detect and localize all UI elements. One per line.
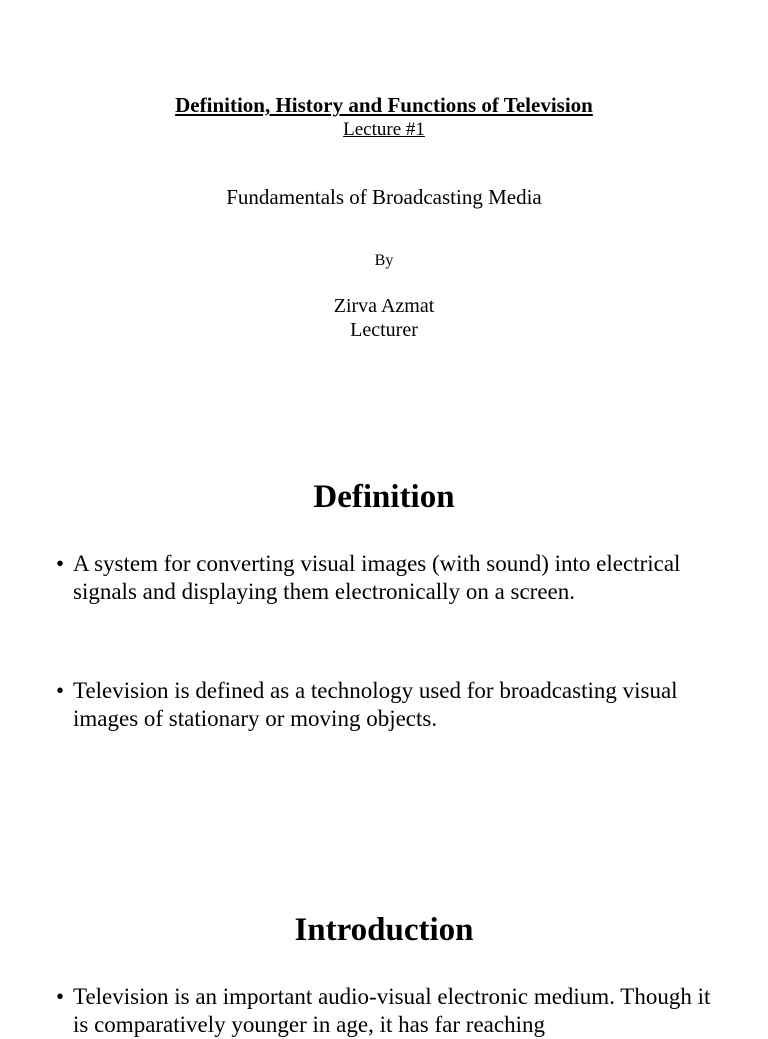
- bullet-icon: •: [56, 678, 65, 703]
- introduction-heading: Introduction: [294, 912, 474, 948]
- definition-bullet: [56, 677, 716, 733]
- author-role: Lecturer: [350, 319, 418, 341]
- introduction-bullet: [56, 983, 716, 1039]
- course-name: Fundamentals of Broadcasting Media: [226, 185, 542, 209]
- bullet-text: Television is an important audio-visual electronic medium. Though it is comparatively younger in age, it has far reaching: [73, 984, 711, 1037]
- bullet-text: A system for converting visual images (with sound) into electrical signals and displaying them electronically on a screen.: [73, 551, 681, 604]
- bullet-text: Television is defined as a technology used for broadcasting visual images of stationary or moving objects.: [73, 678, 678, 731]
- document-title: Definition, History and Functions of Television: [175, 93, 593, 117]
- bullet-icon: •: [56, 984, 65, 1009]
- by-label: By: [374, 252, 394, 269]
- lecture-number: Lecture #1: [343, 119, 425, 140]
- definition-heading: Definition: [313, 479, 455, 515]
- author-name: Zirva Azmat: [333, 295, 435, 317]
- bullet-icon: •: [56, 551, 65, 576]
- definition-bullet: [56, 550, 716, 606]
